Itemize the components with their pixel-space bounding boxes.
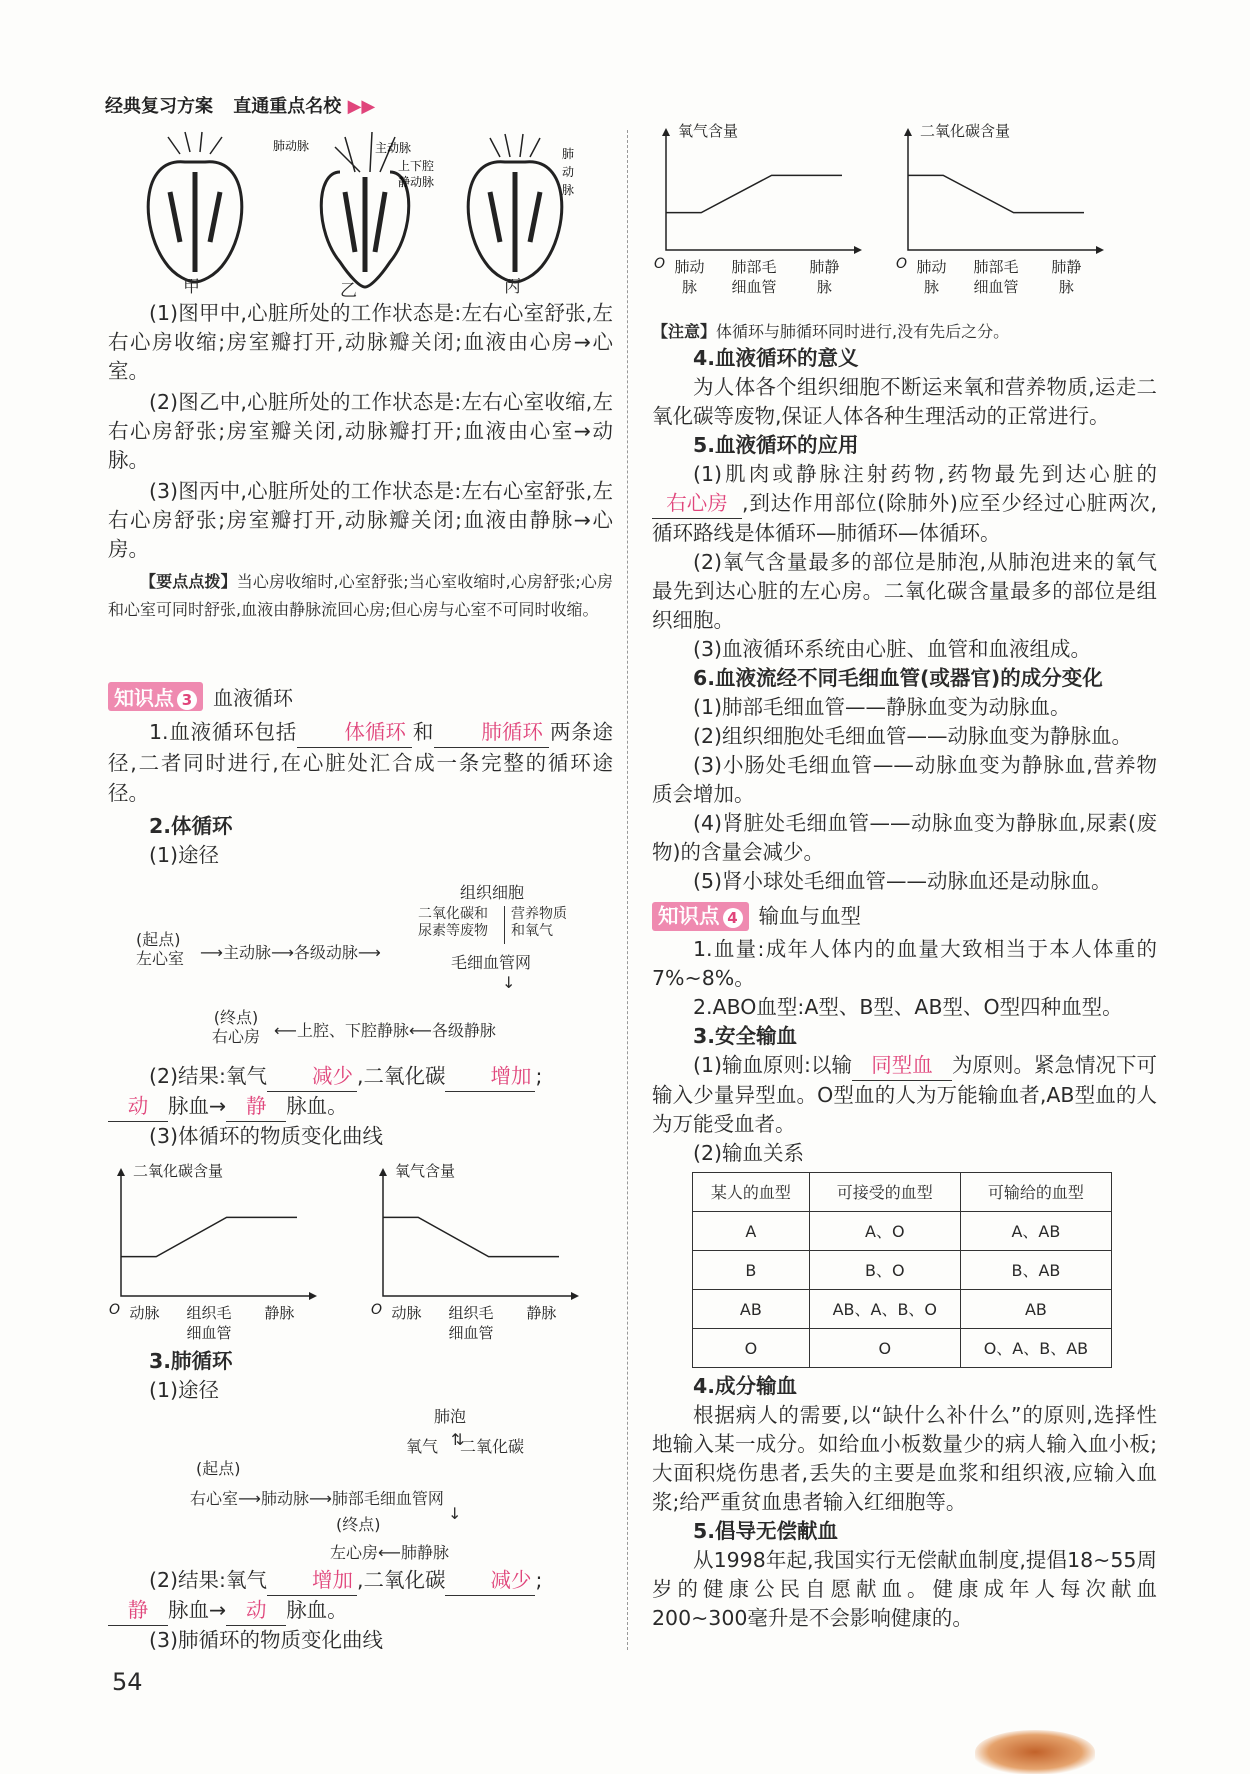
flow-end-label: (终点) [336, 1515, 381, 1534]
chart-category-label: 脉 [1058, 278, 1074, 296]
flow-note-line: 二氧化碳和 [418, 906, 488, 922]
flow-end-label: (终点) [213, 1008, 259, 1027]
p43-text: 为原则。紧急情况下可输入少量异型血。O型血的人为万能输血者,AB型血的人为万能受血者。 [652, 1053, 1157, 1136]
flow-start [136, 930, 184, 968]
chart-category-label: 静脉 [526, 1304, 557, 1322]
down-arrow-icon: ↓ [502, 973, 516, 992]
result-text: ; [535, 1064, 543, 1088]
result-text: 脉血。 [286, 1598, 348, 1622]
tip-block [108, 568, 613, 624]
flow-node: 各级动脉 [293, 943, 358, 962]
p5-text: ,到达作用部位(除肺外)应至少经过心脏两次,循环路线是体循环—肺循环—体循环。 [652, 491, 1157, 545]
section-title: 3.安全输血 [693, 1024, 798, 1048]
chart-title: 二氧化碳含量 [920, 122, 1011, 140]
flow-node: 组织细胞 [460, 883, 525, 902]
section-title: 5.倡导无偿献血 [693, 1519, 839, 1543]
pulmonary-flow-diagram [108, 1404, 613, 1564]
kp-badge-number: 4 [723, 908, 743, 928]
chart-category-label: 细血管 [731, 278, 777, 296]
pulmonary-section [108, 1347, 613, 1405]
flow-node: 肺泡 [434, 1407, 467, 1426]
table-row [693, 1329, 1112, 1368]
chart-series-line [666, 175, 842, 212]
answer-blank: 增加 [267, 1566, 357, 1596]
running-header [105, 92, 375, 118]
heart-jia [148, 132, 242, 282]
paragraph: 根据病人的需要,以“缺什么补什么”的原则,选择性地输入某一成分。如给血小板数量少的病人输入血小板;大面积烧伤患者,丢失的主要是血浆和组织液,应输入血浆;给严重贫血患者输入红细胞等。 [652, 1403, 1157, 1514]
paragraph: (2)氧气含量最多的部位是肺泡,从肺泡进来的氧气最先到达心脏的左心房。二氧化碳含量最多的部位是组织细胞。 [652, 550, 1157, 632]
tip-text: 当心房收缩时,心室舒张;当心室收缩时,心房舒张;心房和心室可同时舒张,血液由静脉流回心房;但心房与心室不可同时收缩。 [108, 572, 613, 619]
result-text: (2)结果:氧气 [149, 1064, 267, 1088]
chart-title: 二氧化碳含量 [133, 1162, 224, 1180]
panel-label: 乙 [340, 281, 357, 301]
panel-label: 甲 [183, 277, 200, 297]
blood-type-table [692, 1172, 1112, 1368]
q1-block [108, 717, 613, 870]
page-number: 54 [112, 1668, 143, 1696]
systemic-charts [109, 1158, 615, 1342]
result-text: 脉血→ [168, 1598, 227, 1622]
chart-origin: O [896, 256, 908, 272]
chart-title: 氧气含量 [678, 122, 739, 140]
chart-category-label: 脉 [923, 278, 939, 296]
answer-blank: 右心房 [652, 489, 742, 519]
flow-node: 肺静脉 [400, 1543, 449, 1562]
chart-category-label: 细血管 [448, 1324, 494, 1342]
answer-blank: 静 [226, 1092, 286, 1122]
double-chevron-icon: ▶▶ [347, 96, 376, 117]
flow-double-arrow [504, 906, 507, 944]
chart-category-label: 细血管 [973, 278, 1019, 296]
table-cell: AB [960, 1290, 1111, 1329]
result-text: 脉血。 [286, 1094, 348, 1118]
flow-end-node: 左心房 [330, 1543, 379, 1562]
flow-note-line: 尿素等废物 [418, 923, 488, 939]
kp-badge-label: 知识点 [114, 686, 174, 710]
systemic-flow-diagram [108, 878, 613, 1053]
paragraph: 从1998年起,我国实行无偿献血制度,提倡18~55周岁的健康公民自愿献血。健康成年人每次献血200~300毫升是不会影响健康的。 [652, 1548, 1157, 1630]
q1 [108, 717, 613, 808]
answer-blank: 减少 [445, 1566, 535, 1596]
result-line [108, 1092, 613, 1122]
result-text: ; [535, 1568, 543, 1592]
section-title: 6.血液流经不同毛细血管(或器官)的成分变化 [693, 666, 1103, 690]
chart-category-label: 肺动 [674, 258, 705, 276]
chart-category-label: 肺部毛 [973, 258, 1019, 276]
chart-origin: O [371, 1302, 383, 1318]
chart-series-line [383, 1217, 559, 1256]
table-cell: O [693, 1329, 810, 1368]
p43-text: (1)输血原则:以输 [693, 1053, 852, 1077]
panel-label: 丙 [504, 277, 521, 297]
sub-title: (3)肺循环的物质变化曲线 [149, 1628, 384, 1652]
flow-note: 氧气 [406, 1437, 439, 1456]
table-header-row [693, 1173, 1112, 1212]
axis-arrow-icon [662, 128, 862, 254]
paragraph: (2)组织细胞处毛细血管——动脉血变为静脉血。 [693, 724, 1133, 748]
heart-yi [321, 132, 412, 287]
heart-label: 脉 [562, 183, 575, 197]
chart-series-line [908, 175, 1084, 212]
result-text: 脉血→ [168, 1094, 227, 1118]
table-cell: B [693, 1251, 810, 1290]
q1-text: 两条途径,二者同时进行,在心脏处汇合成一条完整的循环途径。 [108, 720, 614, 805]
stain-decoration [975, 1730, 1095, 1774]
note-text: 体循环与肺循环同时进行,没有先后之分。 [716, 322, 1010, 341]
answer-blank: 动 [226, 1596, 286, 1626]
section-title: 5.血液循环的应用 [693, 433, 859, 457]
table-header: 可接受的血型 [809, 1173, 960, 1212]
table-header: 某人的血型 [693, 1173, 810, 1212]
paragraph: 1.血量:成年人体内的血量大致相当于本人体重的7%~8%。 [652, 937, 1157, 990]
pulmonary-charts [654, 118, 1140, 316]
paragraph: (5)肾小球处毛细血管——动脉血还是动脉血。 [693, 869, 1112, 893]
chart-series-line [121, 1217, 297, 1256]
answer-blank: 同型血 [852, 1051, 952, 1081]
chart-category-label: 肺动 [916, 258, 947, 276]
q1-text: 1.血液循环包括 [149, 720, 298, 744]
heart-label: 主动脉 [375, 141, 412, 155]
sub-title: (3)体循环的物质变化曲线 [149, 1124, 384, 1148]
kp3-heading [108, 682, 293, 711]
series-slogan: 直通重点名校 [233, 96, 342, 117]
heart-figure [130, 132, 600, 292]
result-text: ,二氧化碳 [356, 1064, 446, 1088]
kp-badge [108, 682, 203, 711]
flow-return-text: 左心房⟵肺静脉 [330, 1543, 449, 1562]
table-row [693, 1290, 1112, 1329]
flow-note [418, 906, 488, 940]
paragraph [652, 1051, 1157, 1139]
section-title: 4.成分输血 [693, 1374, 798, 1398]
flow-node: 肺动脉 [260, 1489, 309, 1508]
flow-return-text: ⟵上腔、下腔静脉⟵各级静脉 [274, 1021, 496, 1040]
double-arrow-icon: ⇅ [451, 1430, 465, 1449]
chart-category-label: 静脉 [264, 1304, 295, 1322]
kp4-title: 输血与血型 [758, 904, 861, 928]
flow-end [212, 1008, 260, 1046]
chart-category-label: 动脉 [129, 1304, 160, 1322]
heart-label: 静动脉 [398, 175, 435, 189]
table-cell: O [809, 1329, 960, 1368]
heart-bing [468, 134, 562, 282]
answer-blank: 减少 [267, 1062, 357, 1092]
chart-title: 氧气含量 [395, 1162, 456, 1180]
paragraph: (1)肺部毛细血管——静脉血变为动脉血。 [693, 695, 1071, 719]
paragraph: (4)肾脏处毛细血管——动脉血变为静脉血,尿素(废物)的含量会减少。 [652, 811, 1157, 864]
column-divider [627, 130, 628, 1650]
table-cell: A、AB [960, 1212, 1111, 1251]
chart-category-label: 组织毛 [186, 1304, 232, 1322]
answer-blank: 增加 [445, 1062, 535, 1092]
flow-start-node: 左心室 [136, 949, 185, 968]
down-arrow-icon: ↓ [448, 1504, 462, 1523]
flow-chain-text: ⟶主动脉⟶各级动脉⟶ [200, 943, 381, 962]
chart-category-label: 脉 [681, 278, 697, 296]
chart-category-label: 肺部毛 [731, 258, 777, 276]
tip-label: 【要点点拨】 [140, 572, 237, 591]
paragraph: (2)输血关系 [693, 1141, 805, 1165]
flow-node: 主动脉 [222, 943, 271, 962]
table-cell: A、O [809, 1212, 960, 1251]
flow-node: 上腔、下腔静脉 [296, 1021, 409, 1040]
flow-start-node: 右心室 [190, 1489, 239, 1508]
result-2 [108, 1062, 613, 1151]
note-label: 【注意】 [652, 322, 717, 341]
chart-origin: O [654, 256, 666, 272]
result-line [108, 1566, 613, 1596]
table-header: 可输给的血型 [960, 1173, 1111, 1212]
sub-title: (1)途径 [149, 843, 220, 867]
chart-category-label: 组织毛 [448, 1304, 494, 1322]
series-title: 经典复习方案 [105, 96, 213, 117]
kp-badge [652, 902, 749, 931]
chart-category-label: 肺静 [1051, 258, 1082, 276]
chart-category-label: 脉 [816, 278, 832, 296]
table-cell: B、AB [960, 1251, 1111, 1290]
kp-badge-label: 知识点 [658, 904, 720, 928]
result-text: (2)结果:氧气 [149, 1568, 267, 1592]
flow-start-label: (起点) [196, 1459, 241, 1478]
chart-axes [908, 132, 1098, 250]
kp-badge-number: 3 [177, 690, 197, 710]
flow-start-label: (起点) [136, 930, 181, 949]
table-cell: AB、A、B、O [809, 1290, 960, 1329]
table-cell: A [693, 1212, 810, 1251]
q1-text: 和 [412, 720, 435, 744]
result-3 [108, 1566, 613, 1655]
paragraph: 为人体各个组织细胞不断运来氧和营养物质,运走二氧化碳等废物,保证人体各种生理活动的正常进行。 [652, 375, 1157, 428]
left-column-top [108, 299, 613, 624]
axis-arrow-icon [904, 128, 1104, 254]
axis-arrow-icon [379, 1168, 579, 1300]
sub-title: (1)途径 [149, 1378, 220, 1402]
kp4-heading [652, 902, 1157, 931]
heart-label: 上下腔 [398, 159, 435, 173]
table-cell: B、O [809, 1251, 960, 1290]
paragraph [652, 460, 1157, 548]
chart-category-label: 动脉 [391, 1304, 422, 1322]
answer-blank: 肺循环 [434, 717, 549, 748]
paragraph: (3)血液循环系统由心脏、血管和血液组成。 [693, 637, 1092, 661]
paragraph: 2.ABO血型:A型、B型、AB型、O型四种血型。 [693, 995, 1123, 1019]
section-title: 4.血液循环的意义 [693, 346, 859, 370]
kp3-title: 血液循环 [213, 686, 293, 710]
result-text: ,二氧化碳 [356, 1568, 446, 1592]
chart-category-label: 肺静 [809, 258, 840, 276]
paragraph: (2)图乙中,心脏所处的工作状态是:左右心室收缩,左右心房舒张;房室瓣关闭,动脉瓣打开;血液由心室→动脉。 [108, 390, 613, 472]
result-line [108, 1062, 613, 1092]
paragraph: (1)图甲中,心脏所处的工作状态是:左右心室舒张,左右心房收缩;房室瓣打开,动脉瓣关闭;血液由心房→心室。 [108, 301, 613, 383]
flow-end-node: 右心房 [212, 1027, 261, 1046]
heart-label: 肺 [562, 147, 575, 161]
chart-axes [121, 1172, 311, 1296]
paragraph: (3)图丙中,心脏所处的工作状态是:左右心室舒张,左右心房舒张;房室瓣打开,动脉瓣关闭;血液由静脉→心房。 [108, 479, 613, 561]
answer-blank: 静 [108, 1596, 168, 1626]
flow-node: 毛细血管网 [451, 953, 532, 972]
axis-arrow-icon [117, 1168, 317, 1300]
table-row [693, 1212, 1112, 1251]
answer-blank: 体循环 [297, 717, 412, 748]
table-cell: O、A、B、AB [960, 1329, 1111, 1368]
result-line [108, 1596, 613, 1626]
heart-label: 动 [562, 165, 575, 179]
chart-axes [666, 132, 856, 250]
flow-note-line: 和氧气 [511, 923, 553, 939]
right-column [652, 344, 1157, 1633]
table-cell: AB [693, 1290, 810, 1329]
p5-text: (1)肌肉或静脉注射药物,药物最先到达心脏的 [693, 462, 1157, 486]
chart-category-label: 细血管 [186, 1324, 232, 1342]
chart-origin: O [109, 1302, 121, 1318]
flow-chain-text: 右心室⟶肺动脉⟶肺部毛细血管网 [190, 1489, 444, 1508]
flow-note-line: 营养物质 [511, 906, 567, 922]
table-row [693, 1251, 1112, 1290]
flow-note: 二氧化碳 [460, 1437, 525, 1456]
note-block [652, 318, 1157, 346]
answer-blank: 动 [108, 1092, 168, 1122]
chart-axes [383, 1172, 573, 1296]
paragraph: (3)小肠处毛细血管——动脉血变为静脉血,营养物质会增加。 [652, 753, 1157, 806]
heart-label: 肺动脉 [273, 139, 310, 153]
flow-node: 肺部毛细血管网 [331, 1489, 444, 1508]
flow-node: 各级静脉 [431, 1021, 496, 1040]
section-title: 3.肺循环 [149, 1349, 233, 1373]
flow-note [511, 906, 567, 940]
section-title: 2.体循环 [149, 814, 233, 838]
